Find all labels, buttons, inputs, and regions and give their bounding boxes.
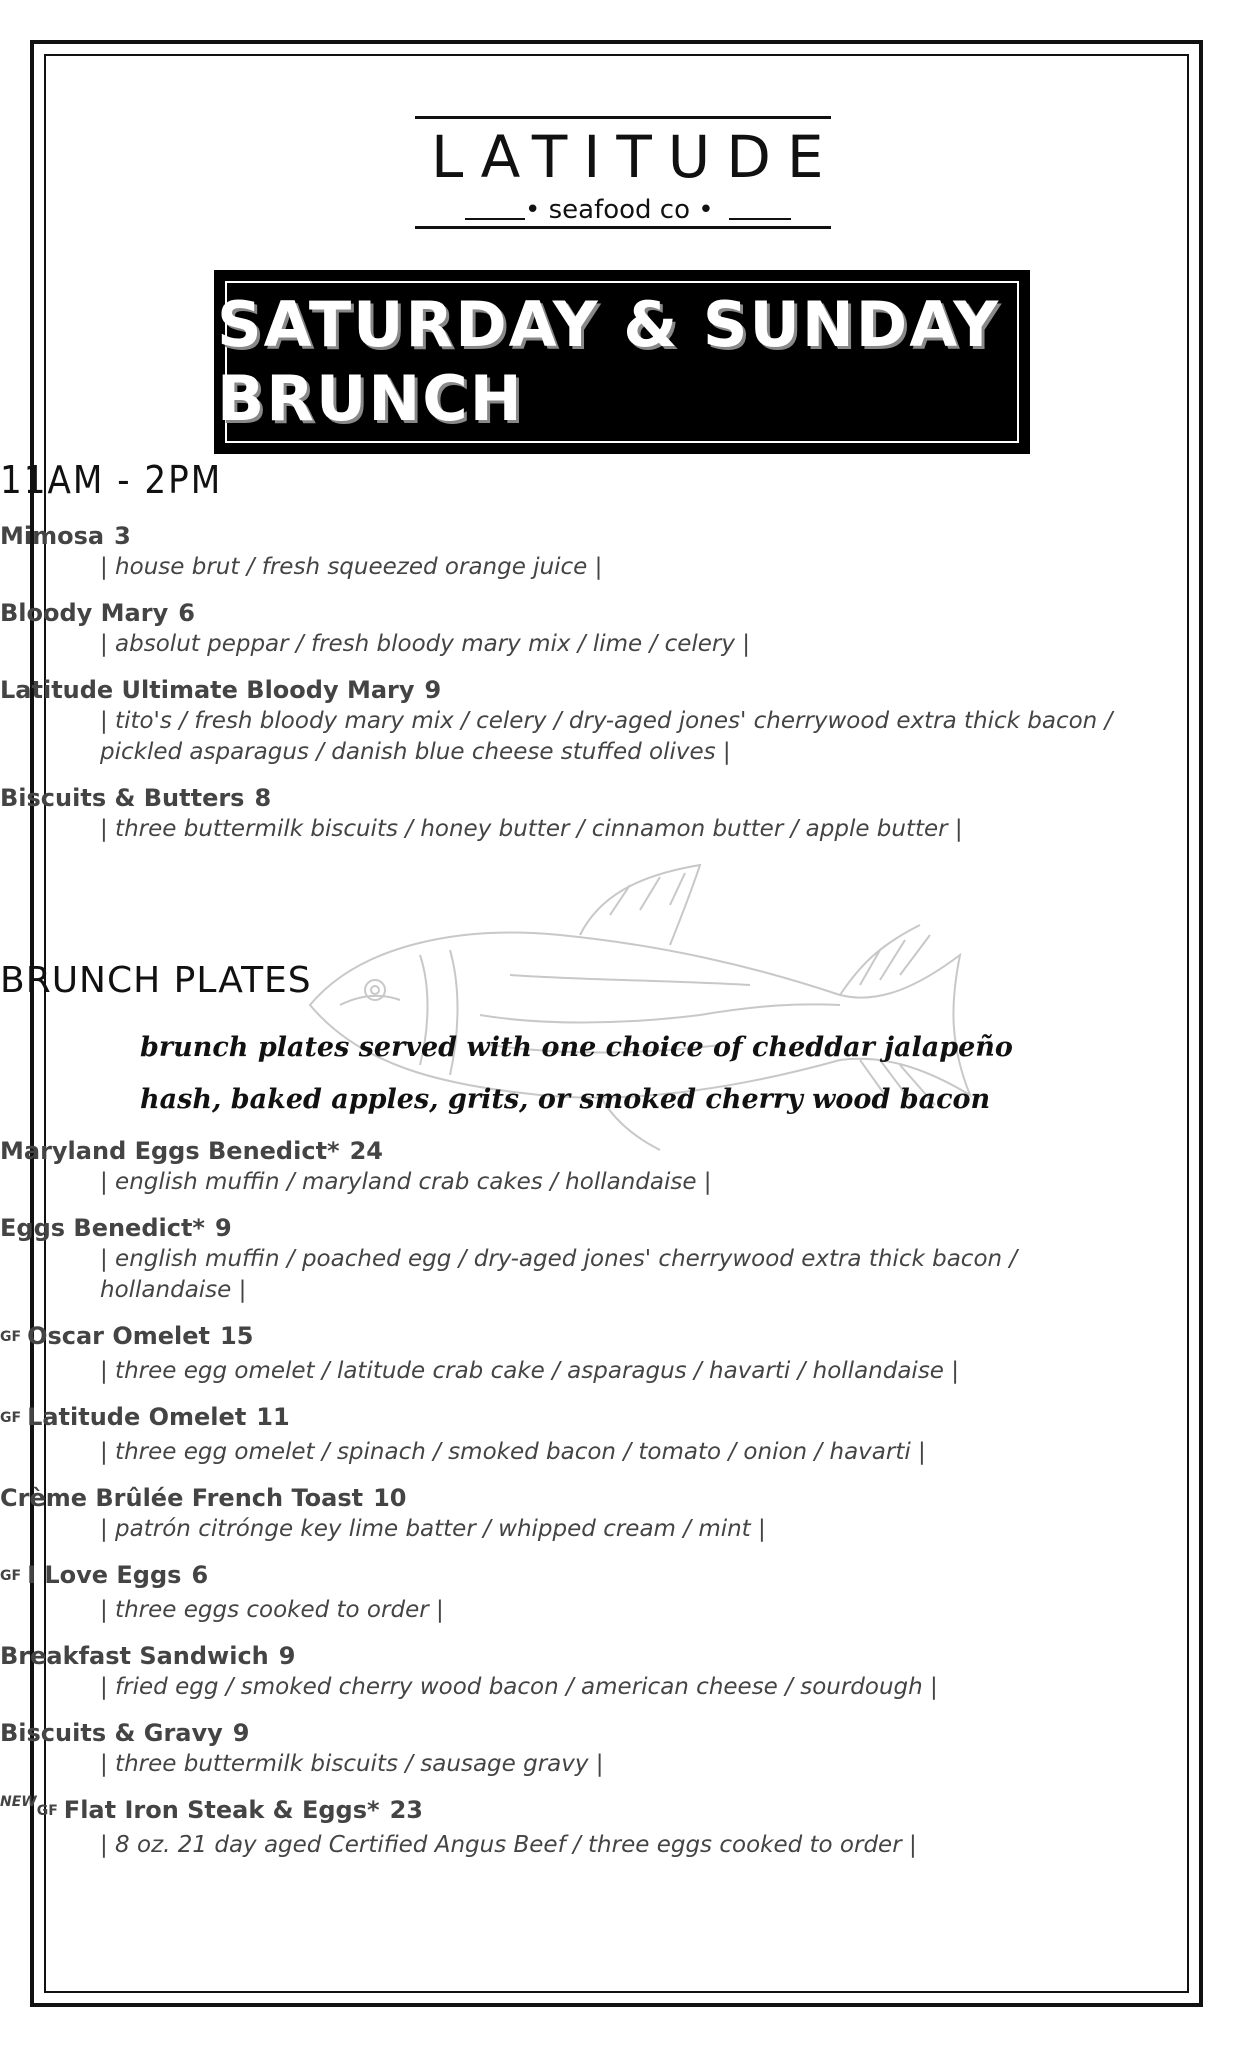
gluten-free-badge: GF (0, 1410, 22, 1426)
menu-item-description: | three eggs cooked to order | (100, 1597, 444, 1623)
menu-item (0, 520, 1243, 583)
menu-item-title (0, 1482, 1243, 1514)
title-banner (214, 270, 1030, 454)
plates-note: brunch plates served with one choice of cheddar jalapeño hash, baked apples, grits, or smoked cherry wood bacon (140, 1032, 1013, 1115)
menu-item-title (0, 1212, 1243, 1244)
menu-item-price: 8 (254, 784, 272, 812)
new-badge: NEW (0, 1794, 37, 1810)
menu-item (0, 1320, 1243, 1387)
menu-item-price: 6 (191, 1561, 209, 1589)
menu-item (0, 1482, 1243, 1545)
menu-item-price: 10 (373, 1484, 407, 1512)
menu-item-description: | english muffin / poached egg / dry-aged jones' cherrywood extra thick bacon / hollandaise | (100, 1246, 1018, 1303)
gluten-free-badge: GF (0, 1568, 22, 1584)
menu-item-title (0, 1559, 1243, 1595)
menu-item-price: 9 (232, 1719, 250, 1747)
menu-item-price: 11 (256, 1403, 290, 1431)
menu-item-description: | fried egg / smoked cherry wood bacon / american cheese / sourdough | (100, 1674, 938, 1700)
menu-item (0, 1135, 1243, 1198)
menu-item-title (0, 1640, 1243, 1672)
logo-sub: • seafood co • (525, 195, 714, 225)
menu-item-name: Biscuits & Gravy (0, 1719, 223, 1747)
plates-heading: BRUNCH PLATES (0, 960, 312, 1001)
logo-subline (415, 194, 831, 226)
menu-item-price: 15 (220, 1322, 254, 1350)
menu-item-name: Latitude Ultimate Bloody Mary (0, 676, 415, 704)
menu-item-price: 23 (389, 1796, 423, 1824)
menu-item (0, 597, 1243, 660)
menu-item-title (0, 1320, 1243, 1356)
menu-item-name: Flat Iron Steak & Eggs* (63, 1796, 380, 1824)
banner-title-line2: BRUNCH (217, 362, 524, 435)
menu-item-name: Biscuits & Butters (0, 784, 245, 812)
logo-rule-bottom (415, 226, 831, 229)
menu-item-title (0, 1717, 1243, 1749)
menu-item-description: | three buttermilk biscuits / sausage gravy | (100, 1751, 604, 1777)
menu-item-price: 24 (349, 1137, 383, 1165)
menu-item-description: | tito's / fresh bloody mary mix / celery / dry-aged jones' cherrywood extra thick bacon / pickled asparagus / danish blue cheese stuffed olives | (100, 708, 1113, 765)
menu-item-description: | three buttermilk biscuits / honey butter / cinnamon butter / apple butter | (100, 816, 963, 842)
hours: 11AM - 2PM (0, 458, 223, 502)
menu-item-description: | absolut peppar / fresh bloody mary mix / lime / celery | (100, 631, 751, 657)
menu-item-price: 9 (214, 1214, 232, 1242)
menu-item-name: Latitude Omelet (27, 1403, 247, 1431)
menu-item (0, 1794, 1243, 1861)
logo-sub-rule-right (729, 218, 791, 220)
menu-item (0, 782, 1243, 845)
menu-item (0, 1212, 1243, 1306)
plates-list (0, 1135, 1243, 1875)
menu-item-name: Maryland Eggs Benedict* (0, 1137, 340, 1165)
logo (415, 116, 840, 229)
drinks-list (0, 520, 1243, 859)
menu-item-name: Mimosa (0, 522, 105, 550)
menu-item-name: Eggs Benedict* (0, 1214, 205, 1242)
menu-item-price: 3 (114, 522, 131, 550)
menu-item-description: | 8 oz. 21 day aged Certified Angus Beef / three eggs cooked to order | (100, 1832, 917, 1858)
menu-item-title (0, 674, 1243, 706)
menu-item-name: Breakfast Sandwich (0, 1642, 269, 1670)
menu-item-price: 9 (424, 676, 442, 704)
banner-title-line1: SATURDAY & SUNDAY (217, 288, 1001, 361)
menu-item (0, 1717, 1243, 1780)
menu-item-title (0, 520, 1243, 552)
menu-item-title (0, 597, 1243, 629)
menu-item-description: | three egg omelet / latitude crab cake / asparagus / havarti / hollandaise | (100, 1358, 960, 1384)
menu-item-description: | three egg omelet / spinach / smoked bacon / tomato / onion / havarti | (100, 1439, 926, 1465)
logo-brand: LATITUDE (431, 123, 840, 191)
menu-item-name: I Love Eggs (27, 1561, 182, 1589)
menu-item (0, 1559, 1243, 1626)
menu-item-title (0, 782, 1243, 814)
menu-item-description: | house brut / fresh squeezed orange juice | (100, 554, 603, 580)
menu-item-title (0, 1794, 1243, 1830)
menu-item (0, 674, 1243, 768)
menu-item-price: 9 (278, 1642, 296, 1670)
menu-item-description: | patrón citrónge key lime batter / whipped cream / mint | (100, 1516, 766, 1542)
logo-rule-top (415, 116, 831, 119)
logo-sub-rule-left (465, 218, 525, 220)
menu-item (0, 1640, 1243, 1703)
menu-item (0, 1401, 1243, 1468)
gluten-free-badge: GF (0, 1329, 22, 1345)
menu-item-price: 6 (178, 599, 195, 627)
menu-item-title (0, 1135, 1243, 1167)
menu-item-title (0, 1401, 1243, 1437)
menu-item-name: Bloody Mary (0, 599, 169, 627)
gluten-free-badge: GF (36, 1803, 58, 1819)
menu-item-name: Oscar Omelet (27, 1322, 211, 1350)
menu-item-description: | english muffin / maryland crab cakes / hollandaise | (100, 1169, 712, 1195)
menu-item-name: Crème Brûlée French Toast (0, 1484, 364, 1512)
